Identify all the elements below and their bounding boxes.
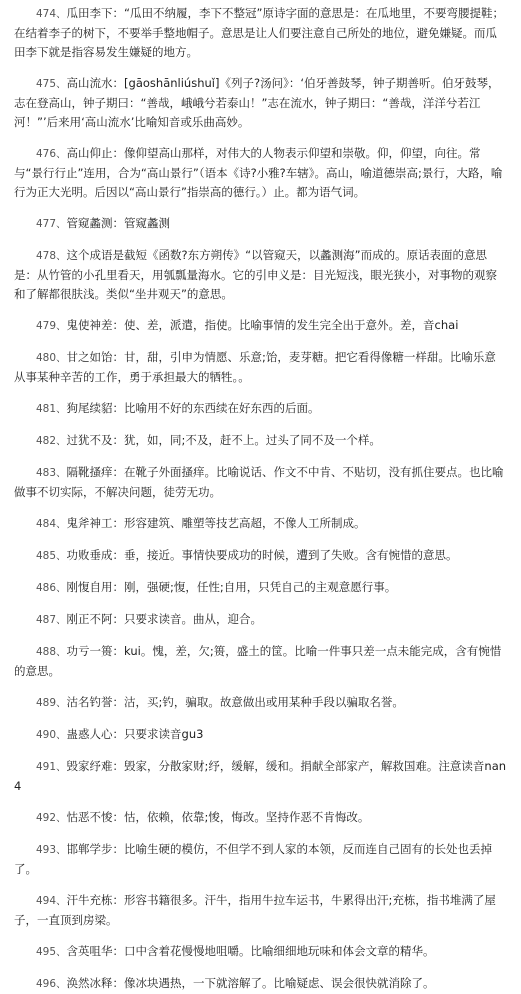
entry-text: 管窥蠡测：管窥蠡测	[66, 216, 171, 230]
entry-text: 功败垂成：垂，接近。事情快要成功的时候，遭到了失败。含有惋惜的意思。	[66, 548, 458, 562]
entry-number: 482、	[36, 435, 67, 447]
idiom-entry	[14, 693, 507, 713]
entry-text: 沽名钓誉：沽，买;钓，骗取。故意做出或用某种手段以骗取名誉。	[66, 695, 404, 709]
entry-text: 高山仰止：像仰望高山那样，对伟大的人物表示仰望和崇敬。仰，仰望，向往。常与“景行行止”连用，合为“高山景行”（语本《诗?小雅?车辖》。高山，喻道德崇高;景行，大路，喻行为正大光明。后因以“高山景行”指崇高的德行。）止。都为语气词。	[14, 146, 503, 199]
entry-number: 487、	[36, 614, 67, 626]
entry-text: 这个成语是截短《函数?东方朔传》“以管窥天，以蠡测海”而成的。原话表面的意思是：从竹管的小孔里看天，用瓠瓢量海水。它的引申义是：目光短浅，眼光狭小，对事物的观察和了解都很肤浅。类似“坐井观天”的意思。	[14, 248, 497, 301]
entry-number: 475、	[36, 78, 67, 90]
entry-number: 494、	[36, 895, 67, 907]
entry-text: 狗尾续貂：比喻用不好的东西续在好东西的后面。	[66, 401, 320, 415]
idiom-entry	[14, 463, 507, 502]
entry-text: 涣然冰释：像冰块遇热，一下就溶解了。比喻疑虑、误会很快就消除了。	[66, 976, 435, 990]
entry-number: 492、	[36, 812, 67, 824]
idiom-entry	[14, 578, 507, 598]
idiom-entry	[14, 514, 507, 534]
idiom-entry	[14, 546, 507, 566]
entry-text: 毁家纾难：毁家，分散家财;纾，缓解，缓和。捐献全部家产，解救国难。注意读音nan4	[14, 759, 507, 793]
idiom-entry	[14, 891, 507, 930]
entry-text: 刚愎自用：刚，强硬;愎，任性;自用，只凭自己的主观意愿行事。	[66, 580, 397, 594]
idiom-entry	[14, 808, 507, 828]
entry-text: 刚正不阿：只要求读音。曲从，迎合。	[66, 612, 263, 626]
entry-text: 甘之如饴：甘，甜，引申为情愿、乐意;饴，麦芽糖。把它看得像糖一样甜。比喻乐意从事某种辛苦的工作，勇于承担最大的牺牲。。	[14, 350, 496, 384]
entry-text: 功亏一篑：kui。愧，差，欠;篑，盛土的筐。比喻一件事只差一点未能完成，含有惋惜的意思。	[14, 644, 502, 678]
entry-number: 476、	[36, 148, 67, 160]
entry-number: 477、	[36, 218, 67, 230]
entry-number: 485、	[36, 550, 67, 562]
idiom-entry	[14, 74, 507, 132]
entry-text: 汗牛充栋：形容书籍很多。汗牛，指用牛拉车运书，牛累得出汗;充栋，指书堆满了屋子，一直顶到房梁。	[14, 893, 496, 927]
idiom-entry	[14, 942, 507, 962]
idiom-entry	[14, 974, 507, 994]
entry-text: 高山流水：[gāoshānliúshuǐ]《列子?汤问》：‘伯牙善鼓琴，钟子期善听。伯牙鼓琴，志在登高山，钟子期曰：“善哉，峨峨兮若泰山！”志在流水，钟子期曰：“善哉，洋洋兮若江河！”’后来用‘高山流水’比喻知音或乐曲高妙。	[14, 76, 500, 129]
idiom-entry	[14, 431, 507, 451]
idiom-entry	[14, 348, 507, 387]
idiom-entry	[14, 316, 507, 336]
idiom-entry	[14, 757, 507, 796]
entry-number: 478、	[36, 250, 67, 262]
entry-text: 隔靴搔痒：在靴子外面搔痒。比喻说话、作文不中肯、不贴切，没有抓住要点。也比喻做事不切实际，不解决问题，徒劳无功。	[14, 465, 504, 499]
idiom-entry	[14, 610, 507, 630]
entry-number: 486、	[36, 582, 67, 594]
entry-text: 怙恶不悛：怙，依赖，依靠;悛，悔改。坚持作恶不肯悔改。	[66, 810, 370, 824]
entry-number: 493、	[36, 844, 67, 856]
entry-text: 含英咀华：口中含着花慢慢地咀嚼。比喻细细地玩味和体会文章的精华。	[66, 944, 435, 958]
idiom-entry	[14, 725, 507, 745]
idiom-entry	[14, 399, 507, 419]
entry-number: 490、	[36, 729, 67, 741]
entry-number: 495、	[36, 946, 67, 958]
entry-text: 鬼使神差：使、差，派遣，指使。比喻事情的发生完全出于意外。差，音chai	[66, 318, 459, 332]
entry-number: 488、	[36, 646, 67, 658]
entry-number: 496、	[36, 978, 67, 990]
idiom-entry	[14, 642, 507, 681]
idiom-entry	[14, 214, 507, 234]
entry-number: 489、	[36, 697, 67, 709]
entry-number: 479、	[36, 320, 67, 332]
entry-number: 474、	[36, 8, 67, 20]
idiom-entry	[14, 840, 507, 879]
entry-number: 484、	[36, 518, 67, 530]
entry-number: 483、	[36, 467, 67, 479]
entry-text: 瓜田李下：“瓜田不纳履，李下不整冠”原诗字面的意思是：在瓜地里，不要弯腰提鞋；在结着李子的树下，不要举手整地帽子。意思是让人们要注意自己所处的地位，避免嫌疑。而瓜田李下就是指容易发生嫌疑的地方。	[14, 6, 504, 59]
entry-text: 过犹不及：犹，如，同;不及，赶不上。过头了同不及一个样。	[66, 433, 381, 447]
idiom-entry	[14, 246, 507, 304]
idiom-entry	[14, 4, 507, 62]
entry-text: 蛊惑人心：只要求读音gu3	[66, 727, 204, 741]
entry-number: 481、	[36, 403, 67, 415]
entry-text: 鬼斧神工：形容建筑、雕塑等技艺高超，不像人工所制成。	[66, 516, 366, 530]
entry-number: 480、	[36, 352, 67, 364]
idiom-entry	[14, 144, 507, 202]
entry-number: 491、	[36, 761, 67, 773]
entry-text: 邯郸学步：比喻生硬的模仿，不但学不到人家的本领，反而连自己固有的长处也丢掉了。	[14, 842, 493, 876]
